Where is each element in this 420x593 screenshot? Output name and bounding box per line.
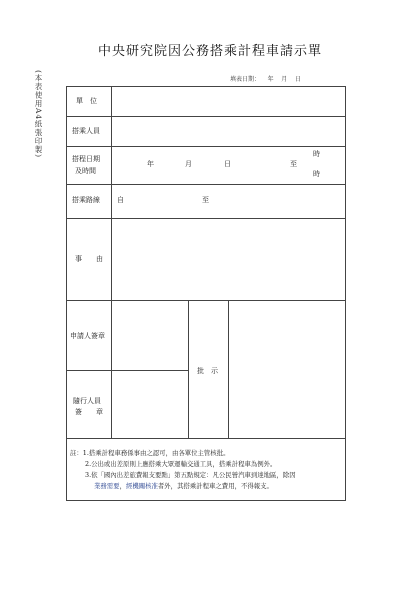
note-item-2: 2.公出或出差原則上應搭乘大眾運輸交通工具，搭乘計程車為例外。 [85,460,277,468]
datetime-label-line2: 及時間 [75,167,96,175]
datetime-hour-bottom: 時 [313,170,320,178]
companion-sign-area[interactable] [112,371,187,437]
passenger-input-area[interactable] [112,117,344,145]
unit-label: 單 位 [76,97,97,105]
datetime-hour-top: 時 [313,150,320,158]
passenger-label: 搭乘人員 [72,127,100,135]
table-border-right [345,86,346,500]
applicant-sign-label: 申請人簽章 [70,332,105,340]
reason-label: 事 由 [75,255,103,263]
route-input-area[interactable] [112,185,344,217]
note-highlight-approval: 經機關核准 [125,482,158,490]
note-item-3-continued: 業務需要，經機關核准者外，其搭乘計程車之費用，不得報支。 [94,482,273,490]
table-border-left [66,86,67,500]
paper-size-note: (本表使用A4紙張印製) [34,70,43,159]
route-from: 自 [117,196,124,204]
route-to: 至 [202,196,209,204]
datetime-to: 至 [290,160,297,168]
fill-date-field[interactable]: 填表日期： 年 月 日 [230,76,301,83]
approval-label: 批 示 [197,367,218,375]
row-divider-7 [66,438,346,439]
route-label: 搭乘路線 [72,196,100,204]
approval-divider-left [188,300,189,438]
note-item-1: 註：1.搭乘計程車務係事由之認可，由各單位主管核批。 [70,449,230,457]
unit-input-area[interactable] [112,87,344,115]
applicant-sign-area[interactable] [112,301,187,369]
companion-label-line1: 隨行人員 [73,397,101,405]
form-notes [70,448,348,492]
note-item-3: 3.依「國內出差旅費報支要點」第五點規定：凡公民營汽車到達地區，除因 [85,471,296,479]
note-highlight-business-need: 業務需要 [94,482,120,490]
datetime-input-area[interactable] [112,147,344,183]
datetime-day: 日 [224,160,231,168]
datetime-month: 月 [185,160,192,168]
companion-label-line2: 簽 章 [75,408,103,416]
datetime-year: 年 [147,160,154,168]
table-border-bottom [66,500,346,501]
form-title: 中央研究院因公務搭乘計程車請示單 [97,44,322,59]
approval-input-area[interactable] [229,301,344,437]
reason-input-area[interactable] [112,219,344,299]
datetime-label-line1: 搭程日期 [72,155,100,163]
